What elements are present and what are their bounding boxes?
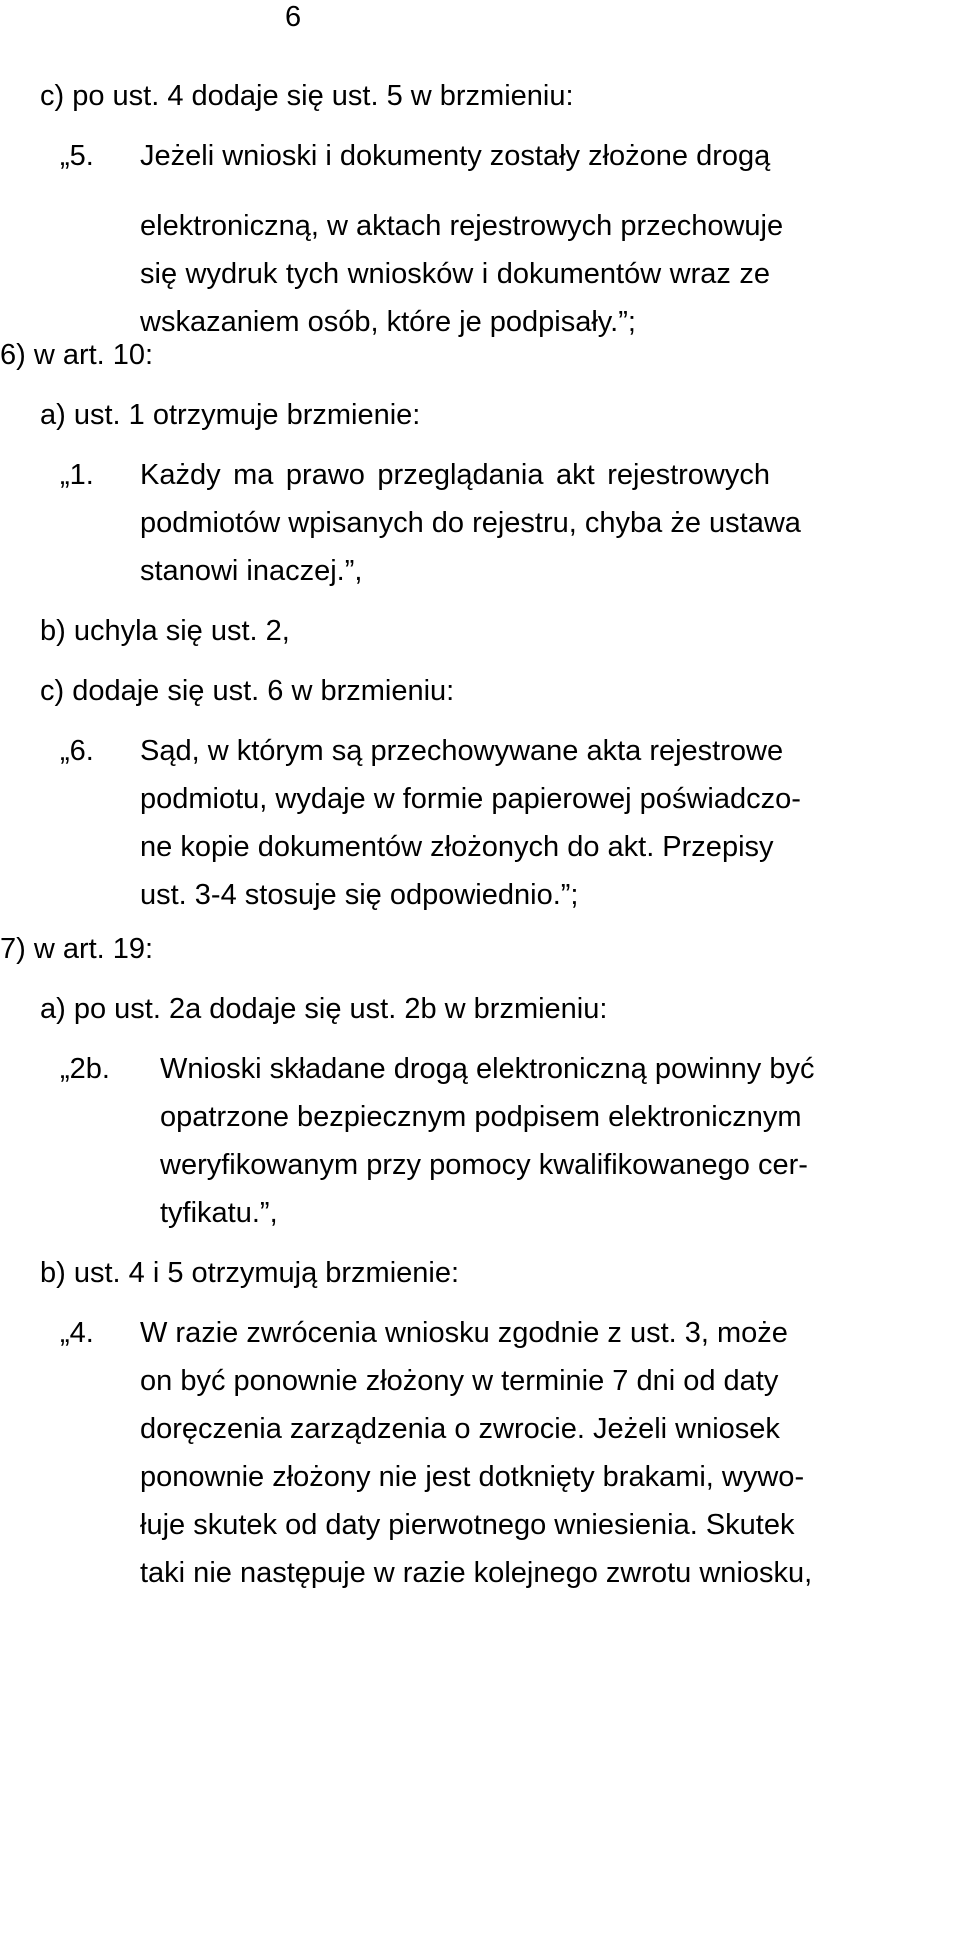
quote-text-line: on być ponownie złożony w terminie 7 dni od daty — [140, 1365, 779, 1397]
quote-text-line: Jeżeli wnioski i dokumenty zostały złożone drogą — [140, 140, 771, 172]
quote-number: „6. — [60, 735, 94, 767]
quote-text-line: Sąd, w którym są przechowywane akta rejestrowe — [140, 735, 784, 767]
quote-number: „5. — [60, 140, 94, 172]
quote-number: „2b. — [60, 1053, 110, 1085]
quote-number: „1. — [60, 459, 94, 491]
quote-text-line: podmiotów wpisanych do rejestru, chyba że ustawa — [140, 507, 801, 539]
quote-text-line: tyfikatu.”, — [160, 1197, 278, 1229]
quote-text-line: W razie zwrócenia wniosku zgodnie z ust. 3, może — [140, 1317, 788, 1349]
quote-text-line: doręczenia zarządzenia o zwrocie. Jeżeli wniosek — [140, 1413, 780, 1445]
quote-text-line: opatrzone bezpiecznym podpisem elektronicznym — [160, 1101, 802, 1133]
point-6-label: 6) w art. 10: — [0, 339, 154, 371]
item-c-label: c) dodaje się ust. 6 w brzmieniu: — [40, 675, 455, 707]
page-number: 6 — [285, 1, 302, 33]
item-b-label: b) uchyla się ust. 2, — [40, 615, 290, 647]
quote-text-line: ne kopie dokumentów złożonych do akt. Przepisy — [140, 831, 774, 863]
quote-number: „4. — [60, 1317, 94, 1349]
quote-text-line: Wnioski składane drogą elektroniczną powinny być — [160, 1053, 815, 1085]
item-b-label: b) ust. 4 i 5 otrzymują brzmienie: — [40, 1257, 460, 1289]
quote-text-line: podmiotu, wydaje w formie papierowej poświadczo- — [140, 783, 801, 815]
quote-text-line: taki nie następuje w razie kolejnego zwrotu wniosku, — [140, 1557, 813, 1589]
quote-text-line: ust. 3-4 stosuje się odpowiednio.”; — [140, 879, 579, 911]
quote-text-line: wskazaniem osób, które je podpisały.”; — [140, 306, 636, 338]
quote-text-line: elektroniczną, w aktach rejestrowych przechowuje — [140, 210, 784, 242]
quote-text-line: łuje skutek od daty pierwotnego wniesienia. Skutek — [140, 1509, 795, 1541]
item-c-label: c) po ust. 4 dodaje się ust. 5 w brzmieniu: — [40, 80, 574, 112]
quote-text-line: się wydruk tych wniosków i dokumentów wraz ze — [140, 258, 770, 290]
quote-text-line: Każdy ma prawo przeglądania akt rejestrowych — [140, 459, 770, 491]
quote-text-line: stanowi inaczej.”, — [140, 555, 363, 587]
item-a-label: a) ust. 1 otrzymuje brzmienie: — [40, 399, 421, 431]
quote-text-line: weryfikowanym przy pomocy kwalifikowanego cer- — [160, 1149, 808, 1181]
item-a-label: a) po ust. 2a dodaje się ust. 2b w brzmieniu: — [40, 993, 608, 1025]
point-7-label: 7) w art. 19: — [0, 933, 154, 965]
quote-text-line: ponownie złożony nie jest dotknięty brakami, wywo- — [140, 1461, 805, 1493]
